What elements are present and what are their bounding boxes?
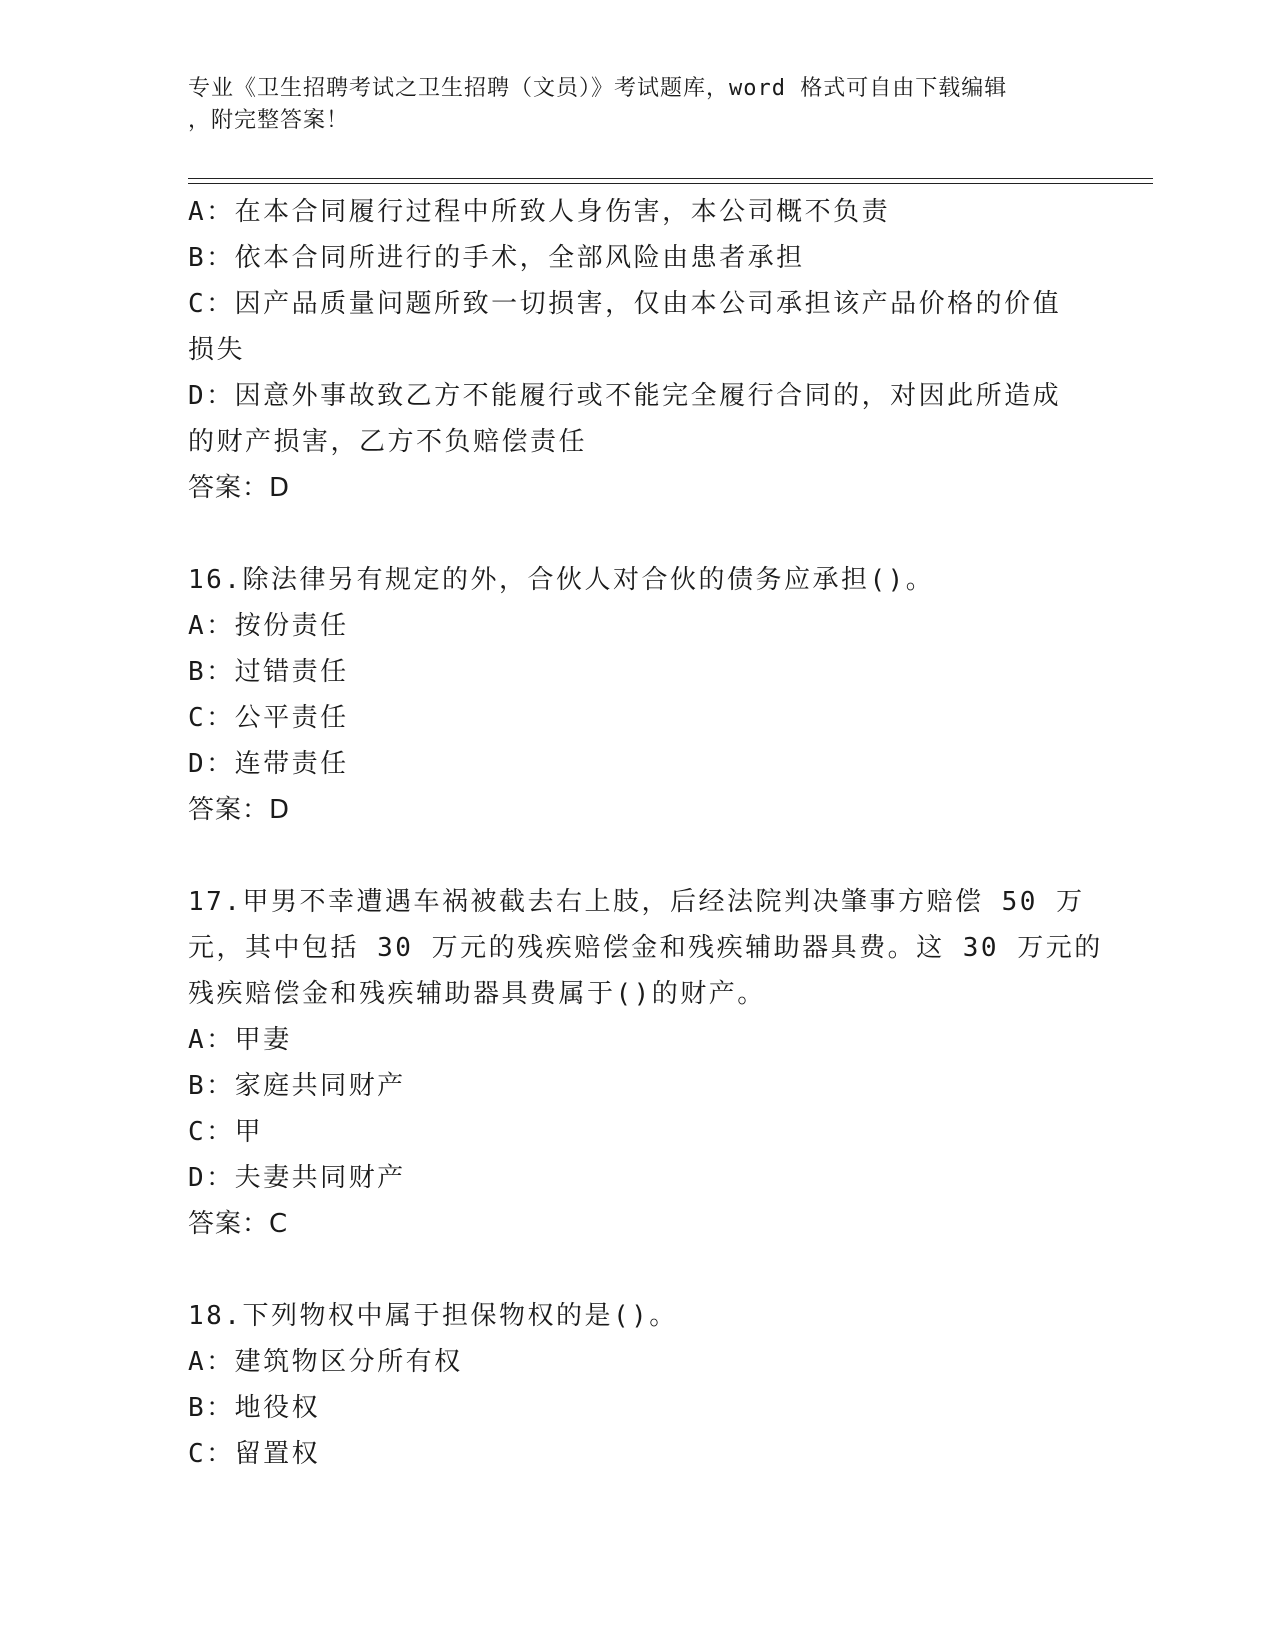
spacer [188, 1247, 1088, 1293]
header-divider-top [188, 178, 1153, 179]
document-header [188, 73, 1088, 137]
question-18 [188, 1293, 1088, 1477]
option-b: B：依本合同所进行的手术，全部风险由患者承担 [188, 243, 805, 273]
question-text-continued: 元，其中包括 30 万元的残疾赔偿金和残疾辅助器具费。这 30 万元的 [188, 933, 1103, 963]
question-15 [188, 189, 1088, 511]
answer: 答案：D [188, 795, 291, 825]
question-16 [188, 557, 1088, 833]
option-c: C：甲 [188, 1117, 264, 1147]
answer: 答案：D [188, 473, 291, 503]
option-a: A：按份责任 [188, 611, 349, 641]
option-a: A：在本合同履行过程中所致人身伤害，本公司概不负责 [188, 197, 891, 227]
question-list [188, 189, 1103, 1477]
question-text: 17.甲男不幸遭遇车祸被截去右上肢，后经法院判决肇事方赔偿 50 万 [188, 887, 1085, 917]
answer: 答案：C [188, 1209, 289, 1239]
option-b: B：过错责任 [188, 657, 349, 687]
option-d: D：因意外事故致乙方不能履行或不能完全履行合同的，对因此所造成 [188, 381, 1062, 411]
option-d: D：连带责任 [188, 749, 349, 779]
header-divider-bottom [188, 183, 1153, 184]
question-17 [188, 879, 1103, 1247]
option-b: B：地役权 [188, 1393, 321, 1423]
option-c: C：公平责任 [188, 703, 349, 733]
option-d-continued: 的财产损害，乙方不负赔偿责任 [188, 427, 588, 457]
spacer [188, 833, 1088, 879]
question-text: 18.下列物权中属于担保物权的是()。 [188, 1301, 678, 1331]
option-a: A：建筑物区分所有权 [188, 1347, 463, 1377]
option-a: A：甲妻 [188, 1025, 292, 1055]
header-title-line-2: ，附完整答案！ [188, 108, 350, 133]
spacer [188, 511, 1088, 557]
header-title-line-1: 专业《卫生招聘考试之卫生招聘（文员）》考试题库，word 格式可自由下载编辑 [188, 76, 1008, 101]
question-text: 16.除法律另有规定的外，合伙人对合伙的债务应承担()。 [188, 565, 935, 595]
option-c: C：留置权 [188, 1439, 321, 1469]
option-b: B：家庭共同财产 [188, 1071, 406, 1101]
option-d: D：夫妻共同财产 [188, 1163, 406, 1193]
option-c-continued: 损失 [188, 335, 246, 365]
option-c: C：因产品质量问题所致一切损害，仅由本公司承担该产品价格的价值 [188, 289, 1062, 319]
question-text-continued: 残疾赔偿金和残疾辅助器具费属于()的财产。 [188, 979, 766, 1009]
